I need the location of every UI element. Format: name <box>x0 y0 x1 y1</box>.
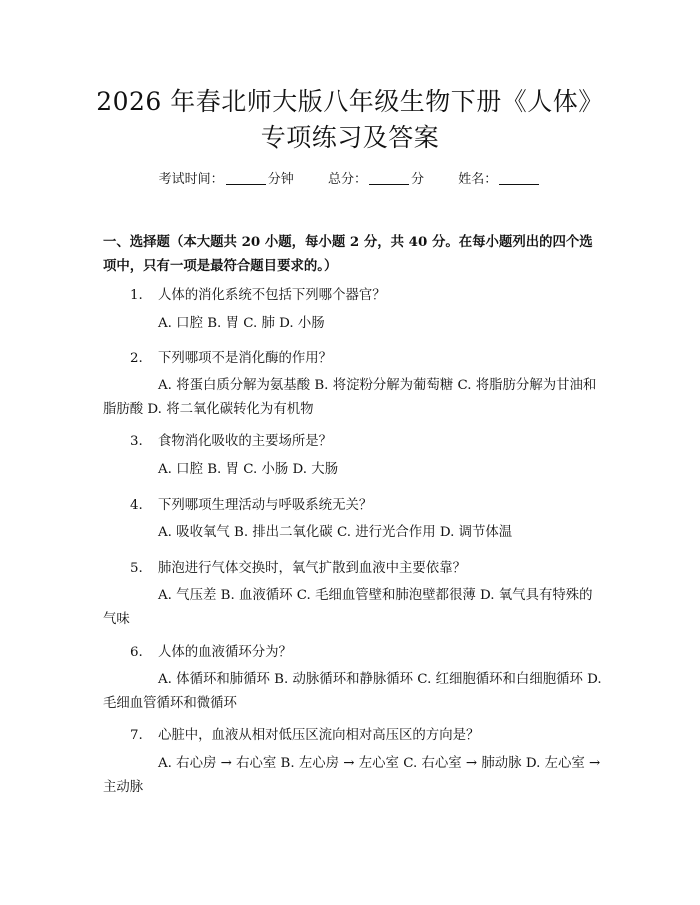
score-label: 总分： <box>327 172 367 187</box>
document-title-line-1: 2026 年春北师大版八年级生物下册《人体》 <box>96 87 604 116</box>
question-text: 食物消化吸收的主要场所是？ <box>158 434 333 449</box>
score-unit: 分 <box>411 172 425 187</box>
question-text: 肺泡进行气体交换时，氧气扩散到血液中主要依靠？ <box>158 561 466 576</box>
question-5 <box>130 557 466 576</box>
question-7 <box>130 724 479 743</box>
question-1 <box>130 284 386 303</box>
question-number: 7. <box>130 728 143 743</box>
question-text: 心脏中，血液从相对低压区流向相对高压区的方向是？ <box>158 728 480 743</box>
question-7-options: A. 右心房 → 右心室 B. 左心房 → 左心室 C. 右心室 → 肺动脉 D. 左心室 → 主动脉 <box>103 756 601 795</box>
name-blank <box>499 172 539 185</box>
score-blank <box>369 172 409 185</box>
question-1-options: A. 口腔 B. 胃 C. 肺 D. 小肠 <box>158 316 325 331</box>
question-4-options: A. 吸收氧气 B. 排出二氧化碳 C. 进行光合作用 D. 调节体温 <box>158 525 513 540</box>
question-5-options: A. 气压差 B. 血液循环 C. 毛细血管壁和肺泡壁都很薄 D. 氧气具有特殊的气味 <box>103 588 593 627</box>
exam-time-label: 考试时间： <box>158 172 224 187</box>
question-number: 2. <box>130 351 143 366</box>
document-title-line-2: 专项练习及答案 <box>260 123 440 152</box>
question-number: 6. <box>130 645 143 660</box>
question-6-options: A. 体循环和肺循环 B. 动脉循环和静脉循环 C. 红细胞循环和白细胞循环 D. 毛细血管循环和微循环 <box>103 672 602 711</box>
question-text: 人体的消化系统不包括下列哪个器官？ <box>158 288 386 303</box>
question-4 <box>130 494 372 513</box>
exam-time-unit: 分钟 <box>267 172 294 187</box>
question-2 <box>130 347 332 366</box>
question-number: 5. <box>130 561 143 576</box>
question-text: 下列哪项不是消化酶的作用？ <box>158 351 333 366</box>
name-label: 姓名： <box>458 172 498 187</box>
question-number: 4. <box>130 498 143 513</box>
question-2-options: A. 将蛋白质分解为氨基酸 B. 将淀粉分解为葡萄糖 C. 将脂肪分解为甘油和脂肪酸 D. 将二氧化碳转化为有机物 <box>103 378 597 417</box>
question-text: 人体的血液循环分为？ <box>158 645 292 660</box>
exam-info-line <box>0 168 700 187</box>
section-heading: 一、选择题（本大题共 20 小题，每小题 2 分，共 40 分。在每小题列出的四个选项中，只有一项是最符合题目要求的。） <box>103 234 593 274</box>
question-3-options: A. 口腔 B. 胃 C. 小肠 D. 大肠 <box>158 462 339 477</box>
question-number: 3. <box>130 434 143 449</box>
question-number: 1. <box>130 288 143 303</box>
question-text: 下列哪项生理活动与呼吸系统无关？ <box>158 498 373 513</box>
exam-time-blank <box>226 172 266 185</box>
question-3 <box>130 430 332 449</box>
question-6 <box>130 641 292 660</box>
